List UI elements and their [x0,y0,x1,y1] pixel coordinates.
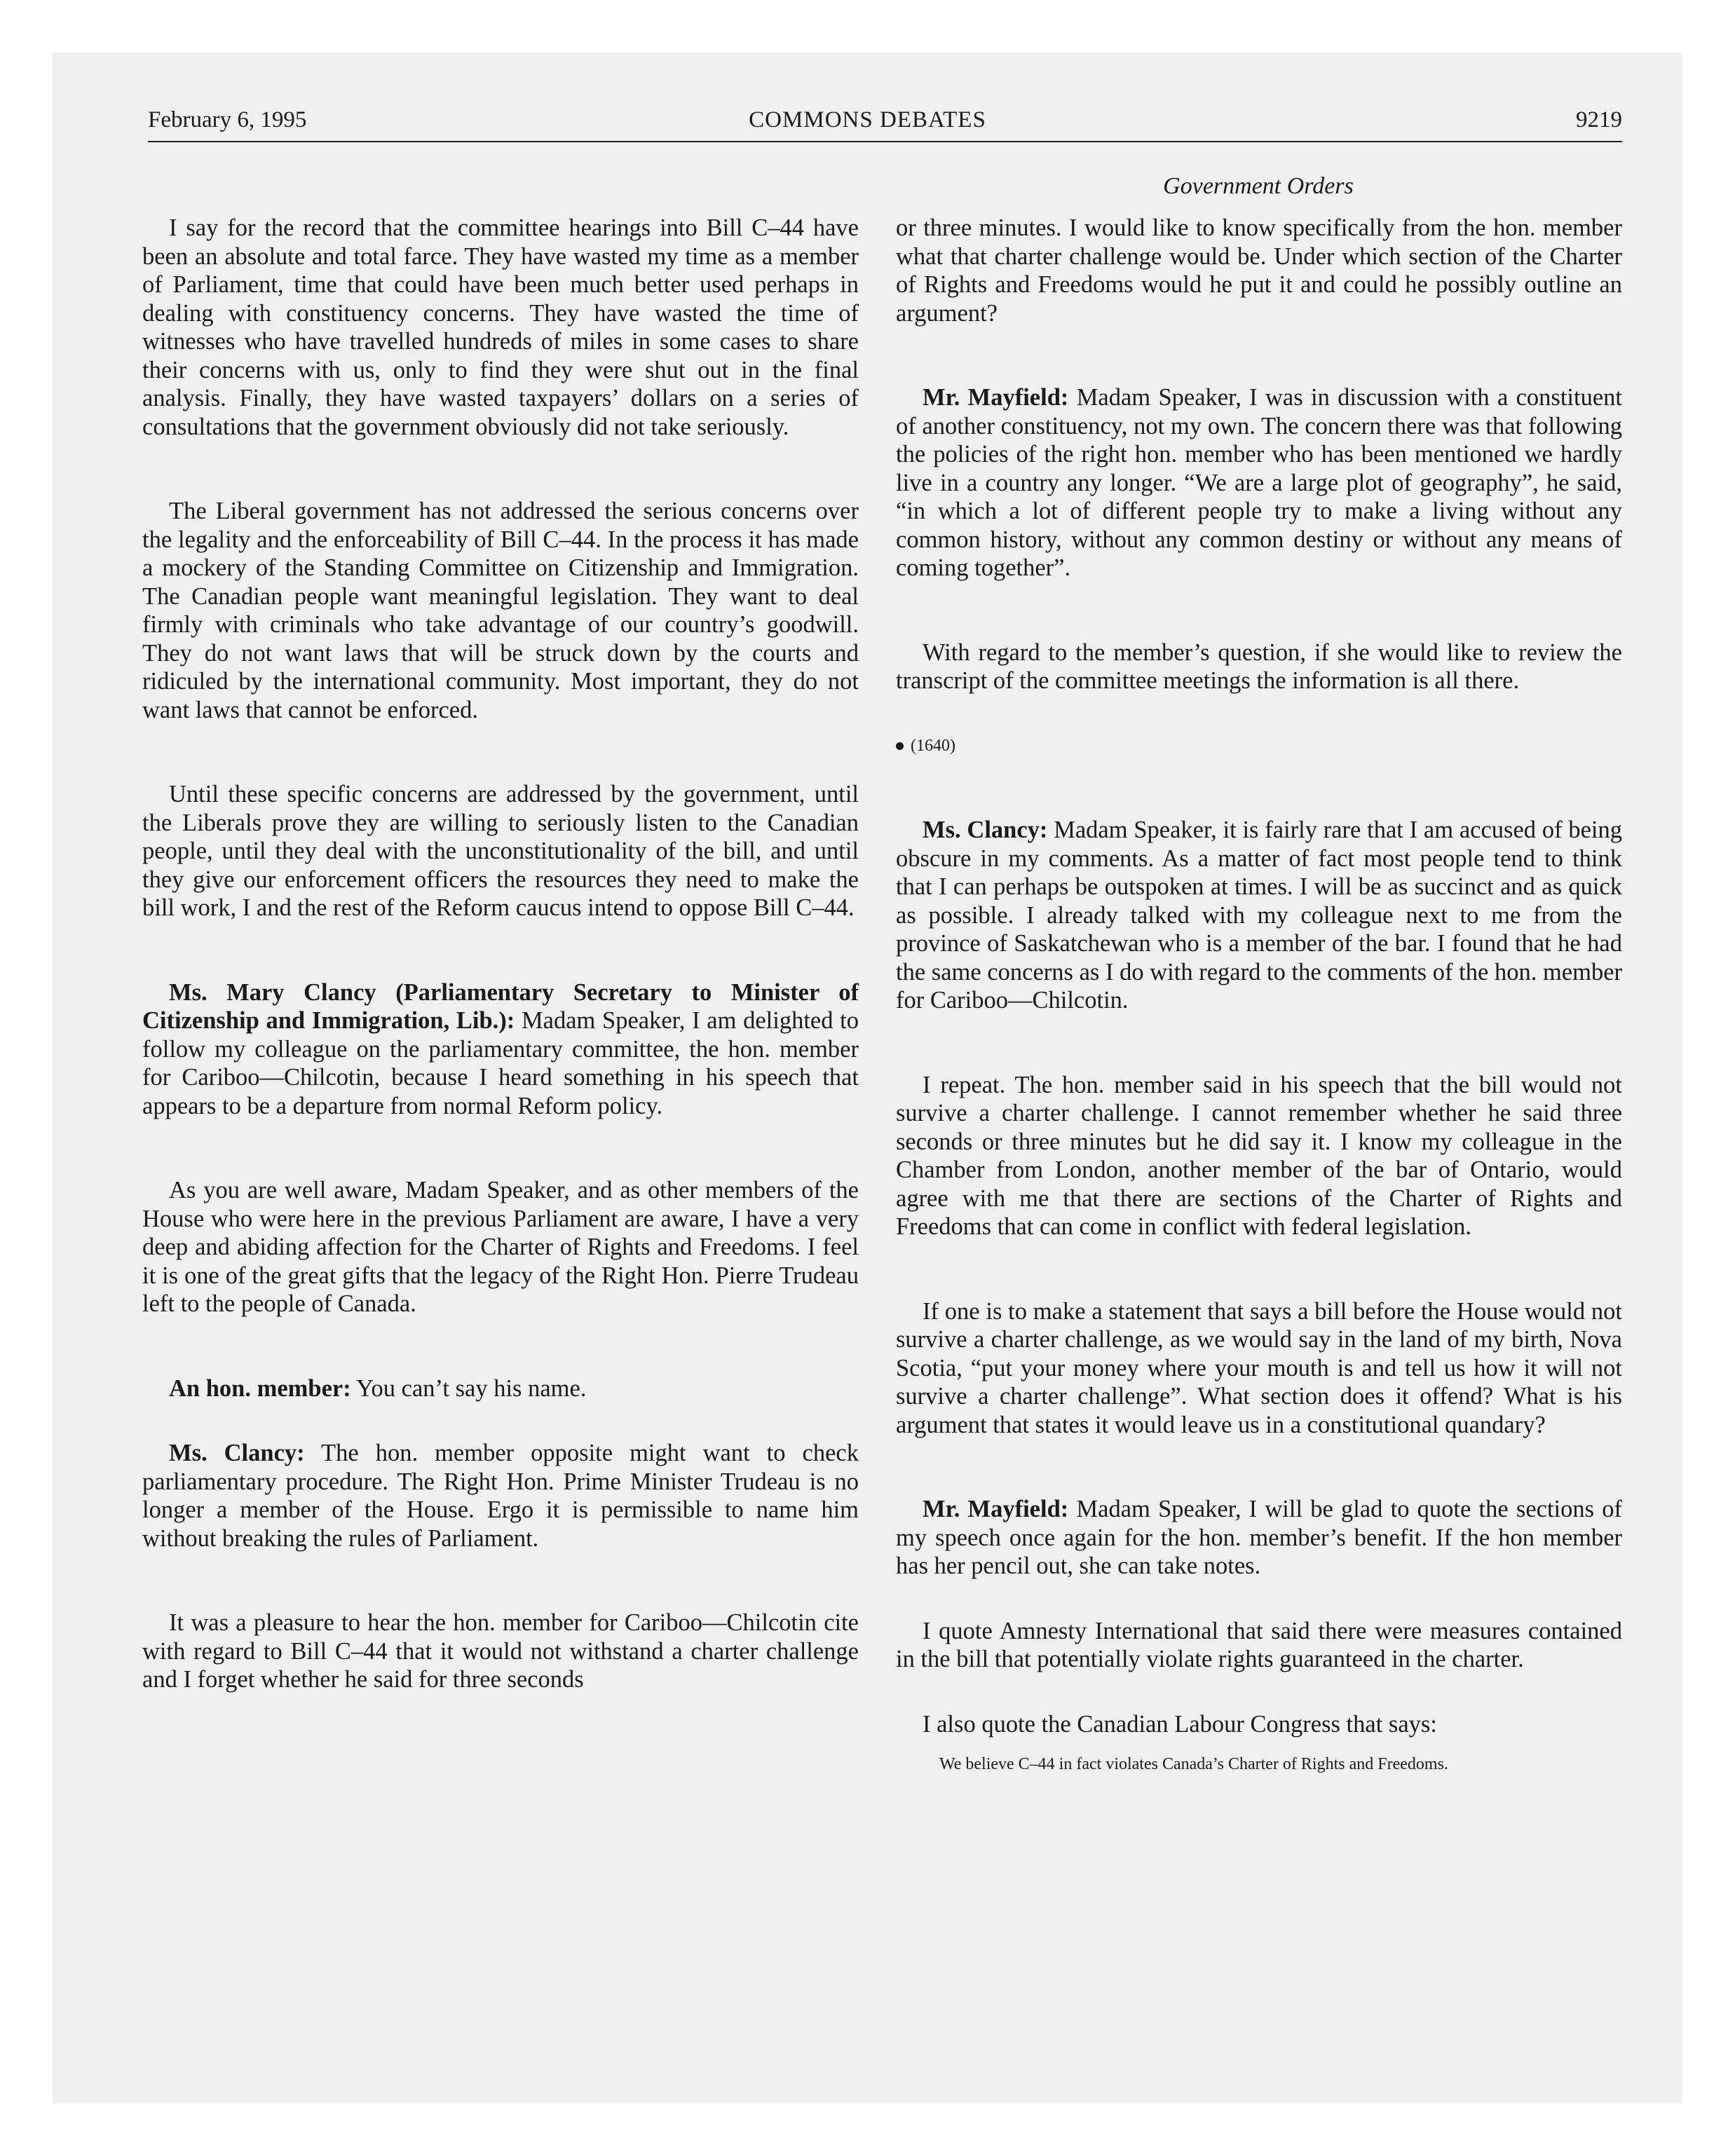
speech-paragraph [142,978,859,1121]
header-date: February 6, 1995 [148,107,307,132]
speech-text: The hon. member opposite might want to check parliamentary procedure. The Right Hon. Prime Minister Trudeau is no longer a member of the House. Ergo it is permissible to name him without breaking the rules of Parliament. [142,1440,859,1552]
paragraph: It was a pleasure to hear the hon. member for Cariboo—Chilcotin cite with regard to Bill C–44 that it would not withstand a charter challenge and I forget whether he said for three seconds [142,1609,859,1693]
bullet-icon [896,742,904,750]
page [53,53,1682,2103]
paragraph: If one is to make a statement that says a bill before the House would not survive a charter challenge, as we would say in the land of my birth, Nova Scotia, “put your money where your mouth is and tell us how it will not survive a charter challenge”. What section does it offend? What is his argument that states it would leave us in a constitutional quandary? [896,1297,1622,1438]
section-label: Government Orders [1163,173,1354,199]
paragraph: I also quote the Canadian Labour Congress that says: [923,1710,1437,1738]
speech-text: Madam Speaker, I was in discussion with a constituent of another constituency, not my own. The concern there was that following the policies of the right hon. member who has been mentioned we hardly live in a country any longer. “We are a large plot of geography”, he said, “in which a lot of different people try to make a living without any common history, without any common destiny or without any means of coming together”. [896,384,1622,581]
timestamp [896,732,1622,760]
publication-title: COMMONS DEBATES [749,107,986,132]
speech-paragraph [896,383,1622,582]
speaker-name: Mr. Mayfield: [923,1496,1069,1522]
paragraph: With regard to the member’s question, if she would like to review the transcript of the committee meetings the information is all there. [896,639,1622,694]
speaker-name: Ms. Clancy: [923,817,1048,843]
speech-paragraph [142,1374,859,1403]
speech-paragraph [142,1439,859,1553]
speech-text: Madam Speaker, I am delighted to follow my colleague on the parliamentary committee, the hon. member for Cariboo—Chilcotin, because I heard something in his speech that appears to be a departure from normal Reform policy. [142,1007,859,1119]
speech-text: Madam Speaker, it is fairly rare that I am accused of being obscure in my comments. As a matter of fact most people tend to think that I can perhaps be outspoken at times. I will be as succinct and as quick as possible. I already talked with my colleague next to me from the province of Saskatchewan who is a member of the bar. I found that he had the same concerns as I do with regard to the comments of the hon. member for Cariboo—Chilcotin. [896,817,1622,1014]
timestamp-text: (1640) [911,736,955,755]
speech-paragraph [896,1495,1622,1581]
paragraph: I repeat. The hon. member said in his speech that the bill would not survive a charter challenge. I cannot remember whether he said three seconds or three minutes but he did say it. I know my colleague in the Chamber from London, another member of the bar of Ontario, would agree with me that there are sections of the Charter of Rights and Freedoms that can come in conflict with federal legislation. [896,1071,1622,1240]
right-column [896,214,1622,1775]
left-column [142,214,859,1694]
page-number: 9219 [1576,107,1622,132]
paragraph: or three minutes. I would like to know specifically from the hon. member what that charter challenge would be. Under which section of the Charter of Rights and Freedoms would he put it and could he possibly outline an argument? [896,214,1622,327]
paragraph: The Liberal government has not addressed the serious concerns over the legality and the enforceability of Bill C–44. In the process it has made a mockery of the Standing Committee on Citizenship and Immigration. The Canadian people want meaningful legislation. They want to deal firmly with criminals who take advantage of our country’s goodwill. They do not want laws that will be struck down by the courts and ridiculed by the international community. Most important, they do not want laws that cannot be enforced. [142,498,859,723]
speaker-name: An hon. member: [169,1374,351,1402]
speaker-name: Ms. Mary Clancy (Parliamentary Secretary to Minister of Citizenship and Immigration, Lib.): [142,978,859,1034]
speaker-name: Mr. Mayfield: [923,384,1069,411]
block-quote: We believe C–44 in fact violates Canada’s Charter of Rights and Freedoms. [939,1755,1448,1773]
paragraph: I quote Amnesty International that said there were measures contained in the bill that potentially violate rights guaranteed in the charter. [896,1617,1622,1672]
speech-text: Madam Speaker, I will be glad to quote the sections of my speech once again for the hon. member’s benefit. If the hon member has her pencil out, she can take notes. [896,1496,1623,1579]
speaker-name: Ms. Clancy: [169,1440,305,1466]
paragraph: As you are well aware, Madam Speaker, and as other members of the House who were here in the previous Parliament are aware, I have a very deep and abiding affection for the Charter of Rights and Freedoms. I feel it is one of the great gifts that the legacy of the Right Hon. Pierre Trudeau left to the people of Canada. [142,1177,859,1317]
paragraph: Until these specific concerns are addressed by the government, until the Liberals prove they are willing to seriously listen to the Canadian people, until they deal with the unconstitutionality of the bill, and until they give our enforcement officers the resources they need to make the bill work, I and the rest of the Reform caucus intend to oppose Bill C–44. [142,781,859,921]
paragraph: I say for the record that the committee hearings into Bill C–44 have been an absolute and total farce. They have wasted my time as a member of Parliament, time that could have been much better used perhaps in dealing with constituency concerns. They have wasted the time of witnesses who have travelled hundreds of miles in some cases to share their concerns with us, only to find they were shut out in the final analysis. Finally, they have wasted taxpayers’ dollars on a series of consultations that the government obviously did not take seriously. [142,214,859,440]
speech-paragraph [896,816,1622,1015]
header-rule [148,141,1622,142]
speech-text: You can’t say his name. [356,1374,587,1402]
